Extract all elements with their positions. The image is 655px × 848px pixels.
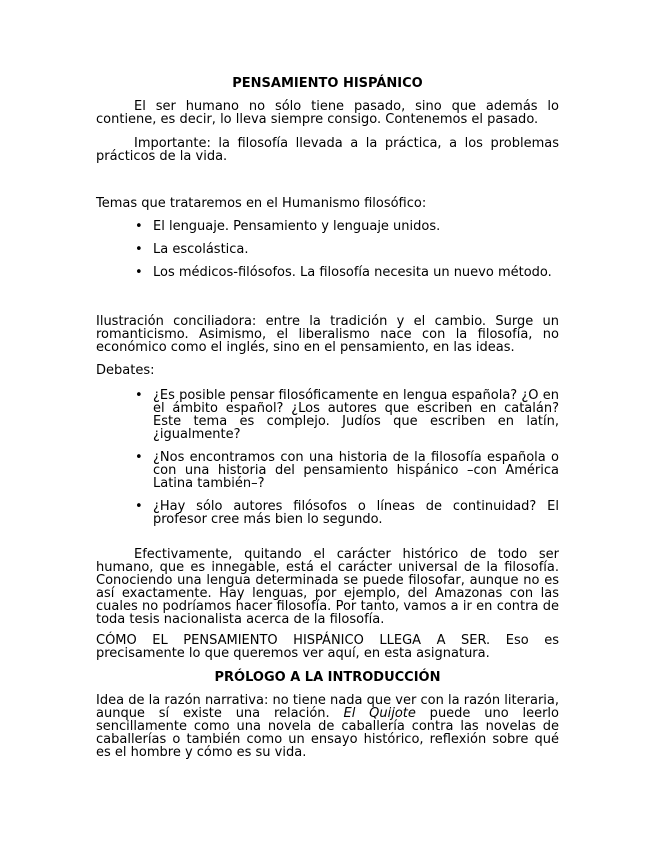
- list-item: • El lenguaje. Pensamiento y lenguaje unidos.: [135, 219, 441, 234]
- list-item: • ¿Nos encontramos con una historia de la filosofía española o con una historia del pensamiento hispánico –con América Latina también–?: [135, 450, 559, 491]
- paragraph-idea: Idea de la razón narrativa: no tiene nada que ver con la razón literaria, aunque sí existe una relación. El Quijote puede uno leerlo sencillamente como una novela de caballería contra las novelas de caballerías o también como un ensayo histórico, reflexión sobre qué es el hombre y cómo es su vida.: [96, 693, 559, 760]
- paragraph-efectivamente: Efectivamente, quitando el carácter histórico de todo ser humano, que es innegable, está el carácter universal de la filosofía. Conociendo una lengua determinada se puede filosofar, aunque no es así exactamente. Hay lenguas, por ejemplo, del Amazonas con las cuales no podríamos hacer filosofía. Por tanto, vamos a ir en contra de toda tesis nacionalista acerca de la filosofía.: [96, 547, 559, 627]
- paragraph-importante: Importante: la filosofía llevada a la práctica, a los problemas prácticos de la vida.: [96, 136, 559, 164]
- debates-label: Debates:: [96, 363, 155, 378]
- paragraph-pasado: El ser humano no sólo tiene pasado, sino que además lo contiene, es decir, lo lleva siempre consigo. Contenemos el pasado.: [96, 99, 559, 127]
- bullet-icon: •: [135, 499, 143, 514]
- list-item: • ¿Hay sólo autores filósofos o líneas de continuidad? El profesor cree más bien lo segundo.: [135, 499, 559, 527]
- list-item: • ¿Es posible pensar filosóficamente en lengua española? ¿O en el ámbito español? ¿Los autores que escriben en catalán? Este tema es complejo. Judíos que escriben en latín, ¿igualmente?: [135, 388, 559, 442]
- page-title: PENSAMIENTO HISPÁNICO: [232, 76, 423, 91]
- book-title: El Quijote: [343, 706, 416, 721]
- section-title: PRÓLOGO A LA INTRODUCCIÓN: [214, 670, 441, 685]
- bullet-icon: •: [135, 450, 143, 465]
- list-item: • La escolástica.: [135, 242, 249, 257]
- bullet-icon: •: [135, 219, 143, 234]
- paragraph-como: CÓMO EL PENSAMIENTO HISPÁNICO LLEGA A SER. Eso es precisamente lo que queremos ver aquí, en esta asignatura.: [96, 633, 559, 661]
- list-item: • Los médicos-filósofos. La filosofía necesita un nuevo método.: [135, 265, 552, 280]
- bullet-icon: •: [135, 388, 143, 403]
- temas-list: [96, 220, 559, 289]
- temas-intro: Temas que trataremos en el Humanismo filosófico:: [96, 196, 427, 211]
- bullet-icon: •: [135, 265, 143, 280]
- debates-list: [96, 389, 559, 536]
- bullet-icon: •: [135, 242, 143, 257]
- paragraph-ilustracion: Ilustración conciliadora: entre la tradición y el cambio. Surge un romanticismo. Asimismo, el liberalismo nace con la filosofía, no económico como el inglés, sino en el pensamiento, en las ideas.: [96, 314, 559, 355]
